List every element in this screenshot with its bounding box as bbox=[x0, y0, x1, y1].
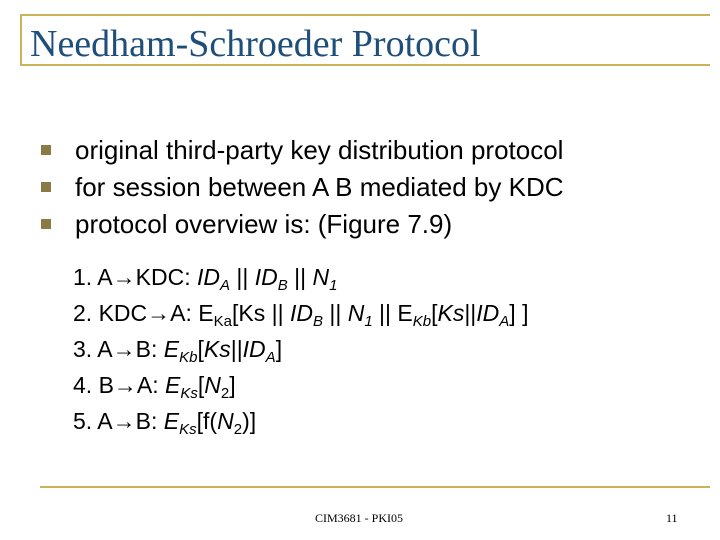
protocol-step bbox=[73, 331, 528, 367]
formula-text: [f( bbox=[196, 408, 218, 434]
formula-text: ID bbox=[289, 300, 313, 326]
formula-text: B→A: bbox=[92, 372, 166, 398]
formula-text: A→KDC: bbox=[92, 264, 197, 290]
square-bullet-icon bbox=[41, 182, 51, 192]
subscript-text: Ka bbox=[213, 313, 232, 330]
formula-text: E bbox=[163, 336, 180, 362]
step-number: 2. bbox=[73, 300, 93, 326]
step-number: 1. bbox=[73, 264, 93, 290]
protocol-step bbox=[73, 295, 528, 331]
formula-text: ID bbox=[476, 300, 500, 326]
bullet-item bbox=[40, 169, 564, 206]
formula-text: [Ks || bbox=[231, 300, 290, 326]
step-text bbox=[92, 336, 283, 366]
formula-text: N bbox=[312, 264, 330, 290]
subscript-text: Kb bbox=[179, 349, 198, 366]
formula-text: N bbox=[217, 408, 234, 434]
formula-text: || E bbox=[372, 300, 413, 326]
formula-text: ID bbox=[242, 336, 266, 362]
formula-text: ] ] bbox=[509, 300, 529, 326]
formula-text: Ks bbox=[437, 300, 465, 326]
protocol-step bbox=[73, 403, 528, 439]
formula-text: E bbox=[165, 372, 181, 398]
formula-text: [ bbox=[197, 336, 204, 362]
bullet-text: original third-party key distribution protocol bbox=[75, 135, 564, 165]
bullet-list bbox=[40, 132, 564, 243]
formula-text: N bbox=[347, 300, 365, 326]
footer-page-number: 11 bbox=[666, 511, 678, 525]
formula-text: KDC→A: E bbox=[92, 300, 214, 326]
left-rule bbox=[20, 14, 22, 64]
bullet-item bbox=[40, 132, 564, 169]
formula-text: )] bbox=[242, 408, 257, 434]
protocol-steps bbox=[73, 259, 528, 439]
footer-rule bbox=[40, 486, 710, 488]
step-text bbox=[92, 408, 257, 438]
slide-title: Needham-Schroeder Protocol bbox=[30, 23, 481, 65]
subscript-text: B bbox=[312, 313, 323, 330]
step-text bbox=[92, 372, 236, 402]
square-bullet-icon bbox=[41, 219, 51, 229]
subscript-text: 1 bbox=[364, 313, 373, 330]
step-text bbox=[92, 300, 529, 330]
top-rule bbox=[20, 14, 710, 16]
subscript-text: 2 bbox=[220, 385, 230, 402]
subscript-text: B bbox=[277, 277, 288, 294]
formula-text: || bbox=[464, 300, 477, 326]
bullet-text: for session between A B mediated by KDC bbox=[75, 172, 564, 202]
formula-text: [ bbox=[431, 300, 438, 326]
formula-text: Ks bbox=[203, 336, 231, 362]
subscript-text: Ks bbox=[180, 385, 198, 402]
formula-text: || bbox=[230, 264, 255, 290]
formula-text: A→B: bbox=[92, 408, 164, 434]
formula-text: [ bbox=[197, 372, 205, 398]
subscript-text: Ks bbox=[179, 421, 197, 438]
protocol-step bbox=[73, 367, 528, 403]
formula-text: ID bbox=[254, 264, 278, 290]
subscript-text: A bbox=[265, 349, 276, 366]
step-text bbox=[92, 264, 338, 294]
subscript-text: 2 bbox=[233, 421, 243, 438]
footer-course-code: CIM3681 - PKI05 bbox=[315, 511, 404, 525]
step-number: 5. bbox=[73, 408, 93, 434]
subscript-text: A bbox=[499, 313, 510, 330]
formula-text: ID bbox=[197, 264, 220, 290]
subscript-text: Kb bbox=[412, 313, 432, 330]
bullet-text: protocol overview is: (Figure 7.9) bbox=[75, 209, 453, 239]
formula-text: || bbox=[230, 336, 243, 362]
bullet-item bbox=[40, 206, 564, 243]
formula-text: ] bbox=[229, 372, 236, 398]
step-number: 4. bbox=[73, 372, 93, 398]
step-number: 3. bbox=[73, 336, 93, 362]
formula-text: A→B: bbox=[92, 336, 164, 362]
protocol-step bbox=[73, 259, 528, 295]
formula-text: || bbox=[322, 300, 348, 326]
formula-text: E bbox=[163, 408, 180, 434]
square-bullet-icon bbox=[41, 145, 51, 155]
subscript-text: 1 bbox=[329, 277, 338, 294]
subscript-text: A bbox=[220, 277, 231, 294]
formula-text: || bbox=[287, 264, 313, 290]
formula-text: N bbox=[204, 372, 221, 398]
formula-text: ] bbox=[275, 336, 283, 362]
